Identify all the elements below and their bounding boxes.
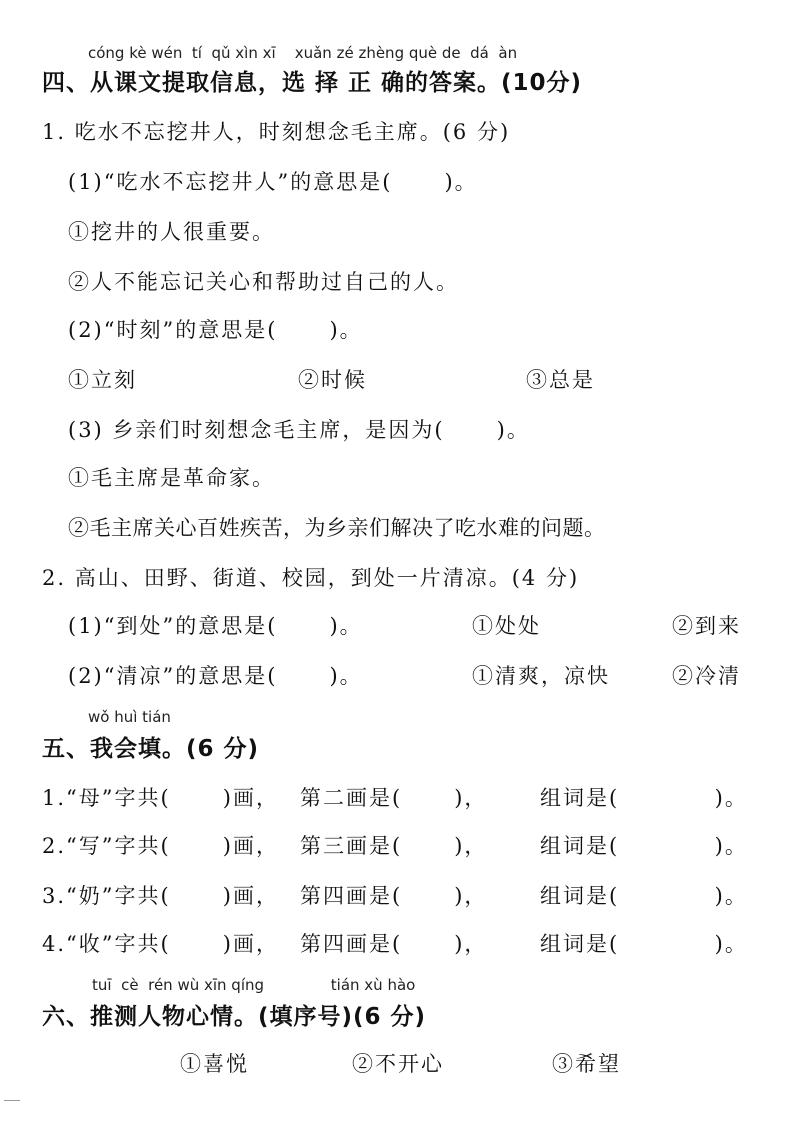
section5-heading: 五、我会填。(6 分) <box>42 736 260 762</box>
q1-sub1-option-2: ②人不能忘记关心和帮助过自己的人。 <box>68 270 459 294</box>
fill-row-1-part-a: 1.“母”字共( )画， <box>42 786 279 810</box>
q1-stem: 1. 吃水不忘挖井人，时刻想念毛主席。(6 分) <box>42 120 511 144</box>
q1-sub2-option-1: ①立刻 <box>68 368 137 392</box>
fill-row-2-part-c: 组词是( )。 <box>540 834 748 858</box>
section4-pinyin: cóng kè wén tí qǔ xìn xī xuǎn zé zhèng què de dá àn <box>88 44 518 62</box>
page-edge-mark <box>4 1100 20 1101</box>
fill-row-3-part-c: 组词是( )。 <box>540 884 748 908</box>
mood-option-1: ①喜悦 <box>180 1052 249 1076</box>
q2-stem: 2. 高山、田野、街道、校园，到处一片清凉。(4 分) <box>42 566 580 590</box>
fill-row-3-part-b: 第四画是( )， <box>300 884 488 908</box>
fill-row-3-part-a: 3.“奶”字共( )画， <box>42 884 279 908</box>
fill-row-1-part-c: 组词是( )。 <box>540 786 748 810</box>
fill-row-4-part-c: 组词是( )。 <box>540 932 748 956</box>
q2-sub2-question: (2)“清凉”的意思是( )。 <box>68 664 363 688</box>
q1-sub2-question: (2)“时刻”的意思是( )。 <box>68 318 363 342</box>
q1-sub2-option-2: ②时候 <box>298 368 367 392</box>
q2-sub2-option-2: ②冷清 <box>672 664 741 688</box>
q1-sub1-question: (1)“吃水不忘挖井人”的意思是( )。 <box>68 170 478 194</box>
mood-option-2: ②不开心 <box>352 1052 444 1076</box>
q2-sub1-question: (1)“到处”的意思是( )。 <box>68 614 363 638</box>
section6-pinyin: tuī cè rén wù xīn qíng tián xù hào <box>92 976 416 994</box>
mood-option-3: ③希望 <box>552 1052 621 1076</box>
fill-row-1-part-b: 第二画是( )， <box>300 786 488 810</box>
q2-sub1-option-2: ②到来 <box>672 614 741 638</box>
section4-heading: 四、从课文提取信息，选 择 正 确的答案。(10分) <box>42 70 583 96</box>
section6-heading: 六、推测人物心情。(填序号)(6 分) <box>42 1004 427 1030</box>
q1-sub3-question: (3) 乡亲们时刻想念毛主席，是因为( )。 <box>68 418 530 442</box>
q2-sub2-option-1: ①清爽，凉快 <box>472 664 610 688</box>
section5-pinyin: wǒ huì tián <box>88 708 171 726</box>
q1-sub3-option-2: ②毛主席关心百姓疾苦，为乡亲们解决了吃水难的问题。 <box>68 516 606 540</box>
fill-row-4-part-a: 4.“收”字共( )画， <box>42 932 279 956</box>
q1-sub2-option-3: ③总是 <box>526 368 595 392</box>
fill-row-4-part-b: 第四画是( )， <box>300 932 488 956</box>
q2-sub1-option-1: ①处处 <box>472 614 541 638</box>
fill-row-2-part-b: 第三画是( )， <box>300 834 488 858</box>
q1-sub3-option-1: ①毛主席是革命家。 <box>68 466 275 490</box>
q1-sub1-option-1: ①挖井的人很重要。 <box>68 220 275 244</box>
fill-row-2-part-a: 2.“写”字共( )画， <box>42 834 279 858</box>
